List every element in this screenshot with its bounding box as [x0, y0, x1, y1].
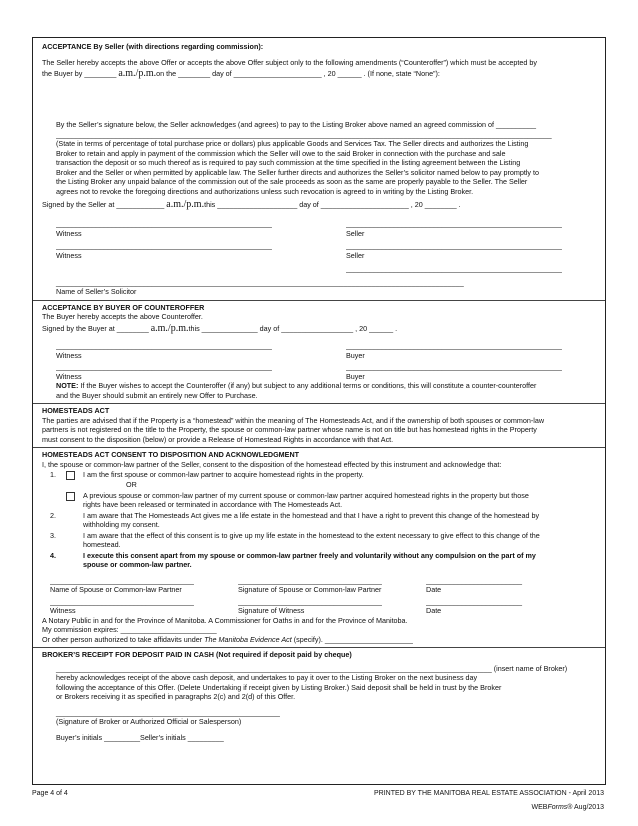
buyer-signed-line: Signed by the Buyer at ________ a.m./p.m.this ______________ day of __________________ , 20 ______ .	[42, 322, 398, 334]
consent-signature-grid: ____________________________________ ____________________________________ ________________________ Name of Spouse or Common-law Partner Signature of Spouse or Common-law Partner Date ____________________________________ ____________________________________ ________________________ Witness Signature of Witness Date	[50, 575, 522, 616]
seller-witness-grid: ______________________________________________________ ______________________________________________________ Witness Seller ______________________________________________________ ______________________________________________________ Witness Seller ______________________________________________________	[42, 219, 596, 274]
seller-acceptance-line2: the Buyer by ________ a.m./p.m.on the ________ day of ______________________ , 20 ______ . (If none, state “None”):	[42, 68, 440, 79]
counteroffer-space[interactable]	[42, 80, 596, 120]
divider	[33, 447, 605, 448]
broker-receipt-section: BROKER’S RECEIPT FOR DEPOSIT PAID IN CASH (Not required if deposit paid by cheque) _____________________________________________________________________________________________________________ (insert name of Broker) hereby acknowledges receipt of the above cash deposit, and undertakes to pay it over to the Listing Broker on the next business day following the acceptance of this Offer. (Delete Undertaking if receipt given by Listing Broker.) Said deposit shall be held in trust by the Broker or Brokers receiving it as specified in paragraphs 2(c) and 2(d) of this Offer. ________________________________________________________ (Signature of Broker or Authorized Official or Salesperson) Buyer’s initials _________Seller’s initials _________	[33, 650, 605, 742]
buyer-note: NOTE: If the Buyer wishes to accept the Counteroffer (if any) but subject to any additional terms or conditions, this will constitute a counter-counteroffer and the Buyer should submit an entirely new Offer to Purchase.	[56, 381, 537, 400]
consent-item-2: 2. I am aware that The Homesteads Act gives me a life estate in the homestead and that I have a right to prevent this change of the homestead by withholding my consent.	[50, 510, 540, 530]
consent-section: HOMESTEADS ACT CONSENT TO DISPOSITION AND ACKNOWLEDGMENT I, the spouse or common-law partner of the Seller, consent to the disposition of the homestead effected by this instrument and acknowledge that: 1. I am the first spouse or common-law partner to acquire homestead rights in the property. OR A previous spouse or common-law partner of my current spouse or common-law partner acquired homestead rights in the property but those rights have been released or terminated in accordance with The Homesteads Act. 2. I am aware that The Homesteads Act gives me a life estate in the homestead and that I have a right to prevent this change of the homestead by withholding my consent. 3. I am aware that the effect of this consent is to give up my life estate in the homestead to the extent necessary to give effect to this change of the homestead. 4. I execute this consent apart from my spouse or common-law partner freely and voluntarily without any compulsion on the part of my spouse or common-law partner. ____________________________________ ____________________________________ ________________________ Name of Spouse or Common-law Partner Signature of Spouse or Common-law Partner Date ____________________________________ ____________________________________ ________________________ Witness Signature of Witness Date A Notary Public in and for the Province of Manitoba. A Commissioner for Oaths in and for the Province of Manitoba. My commission expires: ________________________ Or other person authorized to take affidavits under The Manitoba Evidence Act (specify). ______________________	[33, 450, 605, 644]
solicitor-line[interactable]: ______________________________________________________________________________________________________	[56, 277, 464, 287]
ampm-label: a.m./p.m.	[118, 68, 157, 79]
webforms-version: WEBForms® Aug/2013	[531, 804, 604, 811]
seller-signed-line: Signed by the Seller at ____________ a.m./p.m.this ____________________ day of ______________________ , 20 ________ .	[42, 199, 461, 211]
checkbox-previous-spouse[interactable]	[66, 492, 75, 501]
consent-item-1b: A previous spouse or common-law partner of my current spouse or common-law partner acquired homestead rights in the property but those rights have been released or terminated in accordance with The Homesteads Act.	[42, 491, 596, 510]
seller-acceptance-title: ACCEPTANCE By Seller (with directions regarding commission):	[42, 42, 264, 51]
seller-acceptance-line1: The Seller hereby accepts the above Offer or accepts the above Offer subject only to the following amendments (“Counteroffer”) which must be accepted by	[42, 57, 538, 67]
form-frame	[32, 37, 606, 785]
commission-paragraph: By the Seller’s signature below, the Seller acknowledges (and agrees) to pay to the Listing Broker above named an agreed commission of __________ ____________________________________________________________________________________________________________________________ (State in terms of percentage of total purchase price or dollars) plus applicable Goods and Services Tax. The Seller directs and authorizes the Listing Broker to retain and apply in payment of the commission which the Seller will owe to the said Broker in connection with the purchase and sale transaction the deposit or so much thereof as is required to pay such commission at the time specified in the listing agreement between the Listing Broker and the Seller or when permitted by applicable law. The Seller further directs and authorizes the Seller’s solicitor named below to pay promptly to the Listing Broker any unpaid balance of the commission out of the sale proceeds as soon as the same are properly payable to the Seller. The Seller agrees not to revoke the foregoing directions and authorizations unless such revocation is agreed to in writing by the Listing Broker.	[56, 120, 552, 196]
solicitor-label: Name of Seller’s Solicitor	[56, 287, 137, 297]
consent-title: HOMESTEADS ACT CONSENT TO DISPOSITION AND ACKNOWLEDGMENT	[42, 450, 300, 460]
witness-label: Witness	[56, 228, 82, 238]
buyer-acceptance-section: ACCEPTANCE BY BUYER OF COUNTEROFFER The Buyer hereby accepts the above Counteroffer. Signed by the Buyer at ________ a.m./p.m.this ______________ day of __________________ , 20 ______ . ______________________________________________________ ______________________________________________________ Witness Buyer ______________________________________________________ ______________________________________________________ Witness Buyer NOTE: If the Buyer wishes to accept the Counteroffer (if any) but subject to any additional terms or conditions, this will constitute a counter-counteroffer and the Buyer should submit an entirely new Offer to Purchase.	[33, 303, 605, 400]
divider	[33, 300, 605, 301]
buyer-acceptance-title: ACCEPTANCE BY BUYER OF COUNTEROFFER	[42, 302, 205, 312]
buyer-witness-grid: ______________________________________________________ ______________________________________________________ Witness Buyer ______________________________________________________ ______________________________________________________ Witness Buyer	[56, 341, 562, 381]
homesteads-title: HOMESTEADS ACT	[42, 406, 110, 416]
seller-label: Seller	[346, 250, 365, 260]
consent-item-3: 3. I am aware that the effect of this consent is to give up my life estate in the homestead to the extent necessary to give effect to this change of the homestead.	[50, 530, 540, 550]
homesteads-section: HOMESTEADS ACT The parties are advised that if the Property is a “homestead” within the meaning of The Homesteads Act, and if the ownership of both spouses or common-law partners is not registered on the title to the Property, the spouse or common-law partner whose name is not on title but has homestead rights in the Property must consent to the disposition (below) or provide a Release of Homestead Rights in accordance with that Act.	[33, 406, 605, 444]
witness-label: Witness	[56, 250, 82, 260]
divider	[33, 403, 605, 404]
consent-item-4: 4. I execute this consent apart from my spouse or common-law partner freely and voluntarily without any compulsion on the part of my spouse or common-law partner.	[50, 550, 536, 570]
consent-item-1: 1. I am the first spouse or common-law partner to acquire homestead rights in the property.	[50, 470, 364, 480]
checkbox-first-spouse[interactable]	[66, 471, 75, 480]
broker-receipt-title: BROKER’S RECEIPT FOR DEPOSIT PAID IN CASH (Not required if deposit paid by cheque)	[42, 650, 352, 660]
divider	[33, 647, 605, 648]
seller-label: Seller	[346, 228, 365, 238]
page-number: Page 4 of 4	[32, 790, 68, 797]
seller-acceptance-section	[33, 42, 605, 297]
initials-line[interactable]: Buyer’s initials _________Seller’s initials _________	[56, 732, 224, 742]
printed-by: PRINTED BY THE MANITOBA REAL ESTATE ASSOCIATION - April 2013	[373, 790, 604, 797]
